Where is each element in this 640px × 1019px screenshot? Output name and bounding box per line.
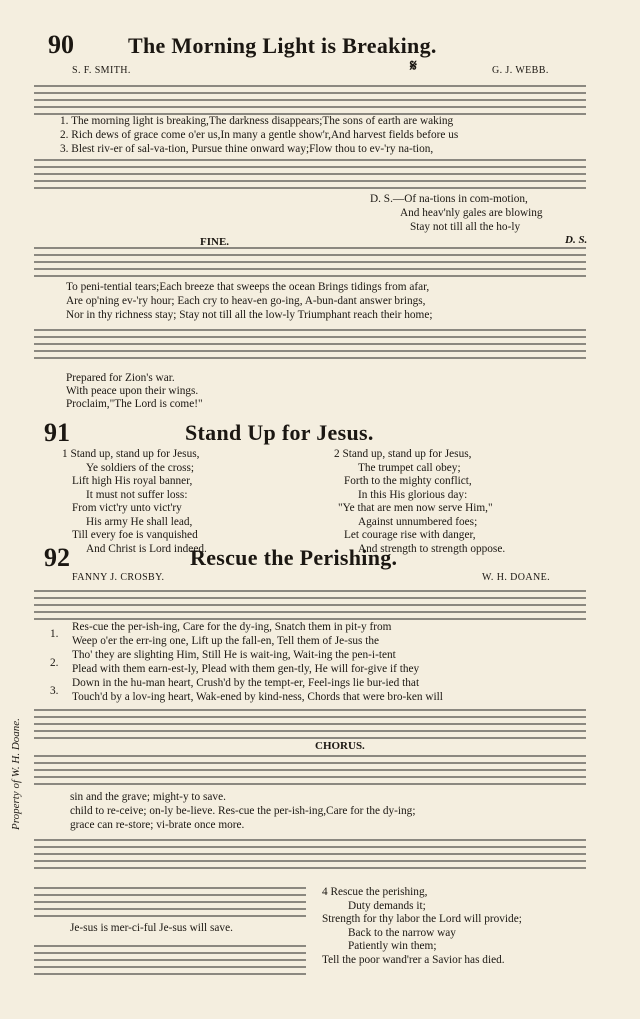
music-staff-bass [34,322,586,362]
music-staff-bass-short [34,938,306,983]
lyric-line: Res-cue the per-ish-ing, Care for the dy-ing, Snatch them in pit-y from [72,621,392,633]
author-credit: FANNY J. CROSBY. [72,572,165,583]
verse-line: From vict'ry unto vict'ry [72,502,182,514]
music-staff-treble [34,240,586,280]
verse-number: 3. [50,685,59,697]
music-staff-bass [34,702,586,742]
verse-line: The trumpet call obey; [358,461,461,474]
music-staff-treble [34,748,586,788]
verse-number: 1. [50,628,59,640]
lyric-line: 2. Rich dews of grace come o'er us,In many a gentle show'r,And harvest fields before us [60,129,459,141]
verse-number: 2. [50,657,59,669]
hymn-number: 90 [48,30,74,59]
ds-line: Stay not till all the ho-ly [410,221,521,233]
lyric-line: Tho' they are slighting Him, Still He is wait-ing, Wait-ing the pen-i-tent [72,649,396,661]
verse-line: His army He shall lead, [86,515,193,528]
lyric-line: Are op'ning ev-'ry hour; Each cry to heav-en go-ing, A-bun-dant answer brings, [66,295,426,307]
ds-line: D. S.—Of na-tions in com-motion, [370,193,528,205]
lyric-line: Weep o'er the err-ing one, Lift up the fall-en, Tell them of Je-sus the [72,635,380,647]
lyric-line: Je-sus is mer-ci-ful Je-sus will save. [70,922,233,934]
hymn-number: 92 [44,543,70,572]
verse-2 [334,448,505,556]
verse-line: Tell the poor wand'rer a Savior has died. [322,953,505,966]
chorus-label: CHORUS. [315,740,365,752]
music-staff-bass [34,152,586,192]
music-staff-treble [34,78,586,118]
lyric-line: 1. The morning light is breaking,The darkness disappears;The sons of earth are waking [60,115,454,127]
verse-line: Back to the narrow way [348,926,456,939]
hymn-number: 91 [44,418,70,447]
ds-mark: D. S. [565,234,588,246]
verse-line: And strength to strength oppose. [358,542,506,555]
lyric-line: child to re-ceive; on-ly be-lieve. Res-cue the per-ish-ing,Care for the dy-ing; [70,805,416,817]
music-staff-treble [34,583,586,623]
lyric-line: To peni-tential tears;Each breeze that sweeps the ocean Brings tidings from afar, [66,281,430,293]
verse-line: And Christ is Lord indeed. [86,542,207,555]
property-notice: Property of W. H. Doane. [10,718,22,830]
composer-credit: G. J. WEBB. [492,65,549,76]
verse-line: 2 Stand up, stand up for Jesus, [334,448,472,460]
hymn-title: Stand Up for Jesus. [185,420,374,445]
verse-4 [322,886,522,967]
lyric-line: 3. Blest riv-er of sal-va-tion, Pursue thine onward way;Flow thou to ev-'ry na-tion, [60,143,434,155]
music-staff-bass [34,832,586,872]
verse-line: "Ye that are men now serve Him," [338,502,493,514]
verse-line: Patiently win them; [348,940,437,952]
verse-line: Lift high His royal banner, [72,475,193,487]
lyric-line: sin and the grave; might-y to save. [70,791,226,803]
verse-line: In this His glorious day: [358,488,468,501]
segno-mark: 𝄋 [410,58,417,75]
lyric-line: grace can re-store; vi-brate once more. [70,819,245,831]
ending-line: Proclaim,"The Lord is come!" [66,398,203,410]
ending-line: Prepared for Zion's war. [66,372,175,384]
verse-line: Till every foe is vanquished [72,529,198,541]
composer-credit: W. H. DOANE. [482,572,551,583]
verse-1 [62,448,207,556]
author-credit: S. F. SMITH. [72,65,131,76]
fine-mark: FINE. [200,236,230,248]
lyric-line: Touch'd by a lov-ing heart, Wak-ened by kind-ness, Chords that were bro-ken will [72,691,443,703]
verse-line: 4 Rescue the perishing, [322,886,428,898]
lyric-line: Plead with them earn-est-ly, Plead with them gen-tly, He will for-give if they [72,663,420,675]
hymn-title: The Morning Light is Breaking. [128,33,437,58]
lyric-line: Down in the hu-man heart, Crush'd by the tempt-er, Feel-ings lie bur-ied that [72,677,420,689]
ds-line: And heav'nly gales are blowing [400,207,543,219]
verse-line: Ye soldiers of the cross; [86,461,195,474]
verse-line: 1 Stand up, stand up for Jesus, [62,448,200,460]
verse-line: Against unnumbered foes; [358,515,478,528]
lyric-line: Nor in thy richness stay; Stay not till all the low-ly Triumphant reach their home; [66,309,433,321]
hymn-title: Rescue the Perishing. [190,545,398,570]
verse-line: Forth to the mighty conflict, [344,475,472,487]
music-staff-treble-short [34,880,306,925]
verse-line: Let courage rise with danger, [344,529,476,541]
verse-line: Strength for thy labor the Lord will provide; [322,913,522,925]
ending-line: With peace upon their wings. [66,385,199,397]
verse-line: It must not suffer loss: [86,488,188,501]
verse-line: Duty demands it; [348,899,426,912]
